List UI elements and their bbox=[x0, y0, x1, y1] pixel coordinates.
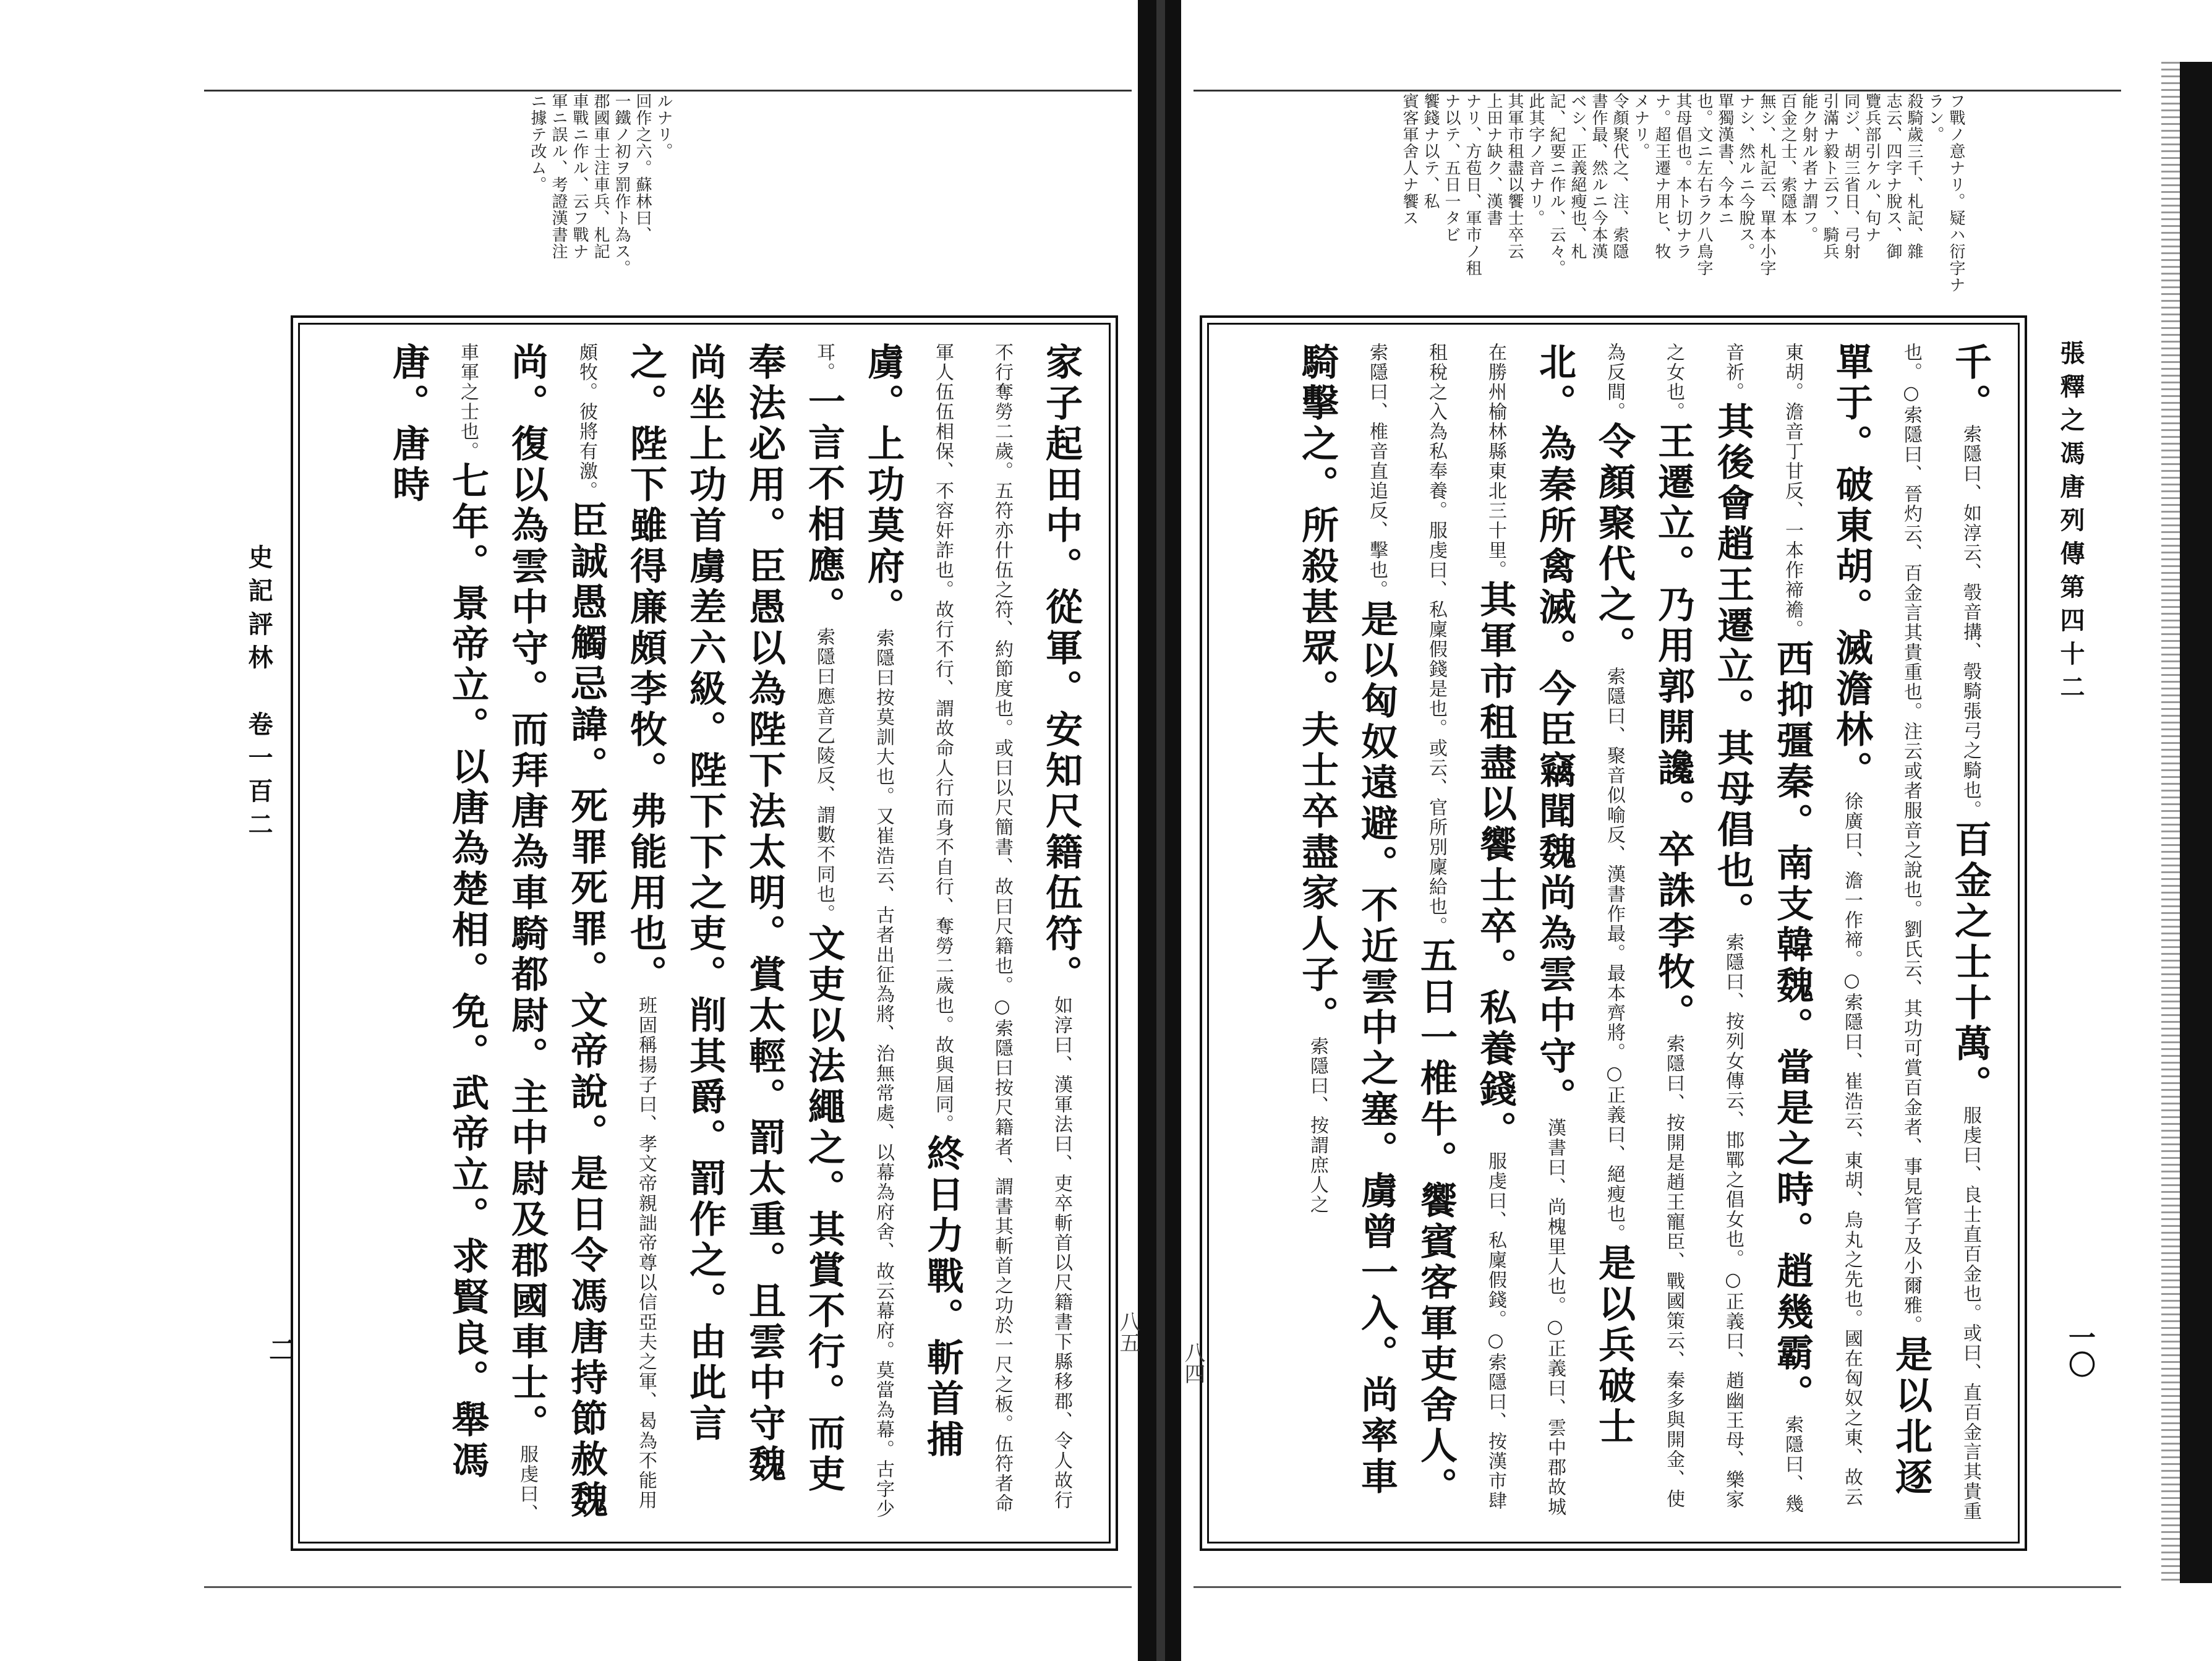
main-text-passage: 終日力戰。斬首捕虜。上功莫府。 bbox=[861, 343, 964, 1461]
main-text-passage: 家子起田中。從軍。安知尺籍伍符。 bbox=[1040, 343, 1083, 996]
header-note-line: 能ク射ル者ナ謂フ。 bbox=[1800, 93, 1818, 243]
left-header-notes bbox=[328, 93, 674, 309]
main-text-passage: 一言不相應。 bbox=[802, 382, 845, 627]
commentary-note: 服虔曰、私廩假錢。○索隱曰、按漢市肆租稅之入為私奉養。服虔曰、私廩假錢是也。或云、官所別廩給也。 bbox=[1425, 343, 1506, 1511]
header-note-line: ナ以テ、五日一タビ bbox=[1442, 93, 1461, 243]
left-margin-number: 二 bbox=[264, 1336, 296, 1363]
bottom-rule-left bbox=[204, 1586, 1132, 1588]
main-text-passage: 令顏聚代之。 bbox=[1592, 422, 1636, 667]
header-note-line: 此其字ノ音ナリ。 bbox=[1526, 93, 1545, 226]
main-text-passage: 其軍市租盡以饗士卒。私養錢。 bbox=[1474, 580, 1517, 1151]
header-note-line: 其母倡也。本ト切ナラ bbox=[1673, 93, 1692, 260]
header-note-line: 也。文ニ左右ラク八鳥字 bbox=[1694, 93, 1713, 276]
header-note-line: 其軍市租盡以饗士卒云 bbox=[1505, 93, 1524, 260]
commentary-note: 索隱曰、按列女傳云、邯鄲之倡女也。○正義曰、趙幽王母、樂家之女也。 bbox=[1663, 343, 1744, 1509]
commentary-note: 如淳曰、漢軍法曰、吏卒斬首以尺籍書下縣移郡、令人故行不行奪勞二歲。五符亦什伍之符、約節度也。或曰以尺簡書、故曰尺籍也。○索隱曰按尺籍者、謂書其斬首之功於一尺之板。伍符者命軍人伍伍相保、不容奸詐也。故行不行、謂故命人行而身不自行、奪勞二歲也。故與屆同。 bbox=[932, 343, 1072, 1513]
header-note-line: ナリ、方苞日、軍市ノ租 bbox=[1463, 93, 1482, 276]
left-running-head: 史記評林 卷一百二 bbox=[244, 544, 273, 845]
header-note-line: 覽兵部引ケル、句ナ bbox=[1863, 93, 1881, 243]
commentary-note: 索隱曰、按開是趙王寵臣、戰國策云、秦多與開金、使為反間。 bbox=[1603, 343, 1685, 1509]
main-text-passage: 五日一椎牛。饗賓客軍吏舍人。 bbox=[1414, 936, 1458, 1508]
commentary-note: 索隱曰、聚音似喻反、漢書作最。最本齊將。○正義曰、絕瘦也。 bbox=[1603, 667, 1625, 1244]
header-note-line: 單獨漢書、今本ニ bbox=[1715, 93, 1734, 226]
header-note-line: 書作最、然ルニ今本漢 bbox=[1589, 93, 1608, 260]
main-text-passage: 文吏以法繩之。其賞不行。而吏奉法必用。臣愚以為陛下法太明。賞太輕。罰太重。且雲中守魏尚坐上功首虜差六級。陛下下之吏。削其爵。罰作之。由此言之。陛下雖得廉頗李牧。弗能用也。 bbox=[624, 343, 845, 1495]
main-text-passage: 是以匈奴遠避。不近雲中之塞。虜曾一入。尚率車騎擊之。所殺甚眾。夫士卒盡家人子。 bbox=[1296, 343, 1398, 1498]
main-text-passage: 千。 bbox=[1949, 343, 1992, 424]
main-text-passage: 西抑彊秦。南支韓魏。當是之時。趙幾霸。 bbox=[1770, 639, 1814, 1415]
main-text-passage: 臣誠愚觸忌諱。死罪死罪。文帝說。是日令馮唐持節赦魏尚。復以為雲中守。而拜唐為車騎都尉。主中尉及郡國車士。 bbox=[505, 343, 608, 1521]
main-text-passage: 是以兵破士北。為秦所禽滅。今臣竊聞魏尚為雲中守。 bbox=[1533, 343, 1636, 1448]
commentary-note: 服虔曰、車軍之士也。 bbox=[457, 343, 538, 1524]
header-note-line: 車戰ニ作ル、云フ戰ナ bbox=[570, 93, 589, 260]
left-page bbox=[204, 74, 1156, 1583]
main-text-passage: 其後會趙王遷立。其母倡也。 bbox=[1711, 402, 1754, 933]
commentary-note: 服虔曰、良士直百金也。或曰、直百金言其貴重也。○索隱曰、晉灼云、百金言其貴重也。注云或者服音之說也。劉氏云、其功可賞百金者、事見管子及小爾雅。 bbox=[1900, 343, 1981, 1521]
header-note-line: 百金之士、索隱本 bbox=[1779, 93, 1797, 226]
main-text-passage: 百金之士十萬。 bbox=[1949, 820, 1992, 1106]
right-margin-number: 一〇 bbox=[2064, 1323, 2095, 1378]
header-note-line: 殺騎歲三千、札記、雜 bbox=[1905, 93, 1923, 260]
header-note-line: 令顏聚代之、注、索隱 bbox=[1610, 93, 1629, 260]
left-main-text bbox=[318, 343, 1091, 1524]
right-text-frame bbox=[1200, 315, 2027, 1551]
bottom-rule-right bbox=[1194, 1586, 2121, 1588]
main-text-passage: 七年。景帝立。以唐為楚相。免。武帝立。求賢良。舉馮唐。唐時 bbox=[386, 343, 489, 1482]
header-note-line: 記、紀要ニ作ル、云々。 bbox=[1547, 93, 1566, 276]
commentary-note: 索隱曰、按謂庶人之 bbox=[1307, 1036, 1328, 1215]
header-note-line: ナ。超王遷ナ用ヒ、牧 bbox=[1652, 93, 1671, 260]
right-page bbox=[1181, 74, 2140, 1583]
commentary-note: 班固稱揚子曰、孝文帝親詘帝尊以信亞夫之軍、曷為不能用頗牧。彼將有激。 bbox=[576, 343, 657, 1510]
right-header-notes bbox=[1194, 93, 1966, 309]
right-folio: 八四 bbox=[1181, 1342, 1205, 1384]
binding-gutter-inner bbox=[1156, 0, 1165, 1661]
header-note-line: 引滿ナ毅ト云フ、騎兵 bbox=[1821, 93, 1839, 260]
header-note-line: 一鐵ノ初ヲ罰作ト為ス。 bbox=[612, 93, 631, 276]
commentary-note: 徐廣曰、澹一作禘。○索隱曰、崔浩云、東胡、烏丸之先也。國在匈奴之東、故云東胡。澹音丁甘反、一本作禘襜。 bbox=[1782, 343, 1863, 1507]
main-text-passage: 是以北逐單于。破東胡。滅澹林。 bbox=[1830, 343, 1932, 1498]
right-running-head: 張釋之馮唐列傳第四十二 bbox=[2056, 340, 2085, 707]
commentary-note: 索隱曰、幾音祈。 bbox=[1722, 343, 1803, 1514]
header-note-line: 回作之六。蘇林曰、 bbox=[633, 93, 652, 243]
header-note-line: フ戰ノ意ナリ。疑ハ衍字ナラン。 bbox=[1926, 93, 1965, 293]
commentary-note: 索隱曰按莫訓大也。又崔浩云、古者出征為將、治無常處、以幕為府舍、故云幕府。莫當為幕。古字少耳。 bbox=[813, 343, 894, 1519]
header-note-line: 賓客軍舍人ナ饗ス bbox=[1400, 93, 1419, 226]
right-main-text bbox=[1227, 343, 2000, 1524]
header-note-line: ルナリ。 bbox=[654, 93, 673, 160]
header-note-line: 志云、四字ナ脫ス、御 bbox=[1884, 93, 1902, 260]
commentary-note: 索隱曰應音乙陵反、謂數不同也。 bbox=[813, 627, 835, 924]
header-note-line: メナリ。 bbox=[1631, 93, 1650, 160]
header-note-line: 無シ、札記云、單本小字 bbox=[1757, 93, 1776, 276]
commentary-note: 索隱曰、椎音直追反、擊也。 bbox=[1366, 343, 1388, 600]
right-edge-speckle bbox=[2161, 62, 2180, 1583]
header-note-line: 軍ニ誤ル、考證漢書注 bbox=[549, 93, 568, 260]
left-text-frame bbox=[291, 315, 1118, 1551]
right-edge-shadow bbox=[2180, 62, 2212, 1583]
header-note-line: 同ジ、胡三省日、弓射 bbox=[1842, 93, 1860, 260]
header-note-line: 郡國車士注車兵、札記 bbox=[591, 93, 610, 260]
main-text-passage: 王遷立。乃用郭開讒。卒誅李牧。 bbox=[1652, 422, 1695, 1034]
commentary-note: 漢書曰、尚槐里人也。○正義曰、雲中郡故城在勝州榆林縣東北三十里。 bbox=[1485, 343, 1566, 1517]
left-folio: 八五 bbox=[1116, 1311, 1140, 1353]
header-note-line: ナシ、然ルニ今脫ス。 bbox=[1736, 93, 1755, 260]
header-note-line: ニ據テ改ム。 bbox=[528, 93, 547, 193]
commentary-note: 索隱曰、如淳云、彀音搆、彀騎張弓之騎也。 bbox=[1960, 424, 1981, 820]
header-note-line: 饗錢ナ以テ、私 bbox=[1421, 93, 1440, 210]
header-note-line: 上田ナ缺ク、漢書 bbox=[1484, 93, 1503, 226]
header-note-line: ベシ、正義絕瘦也、札 bbox=[1568, 93, 1587, 260]
